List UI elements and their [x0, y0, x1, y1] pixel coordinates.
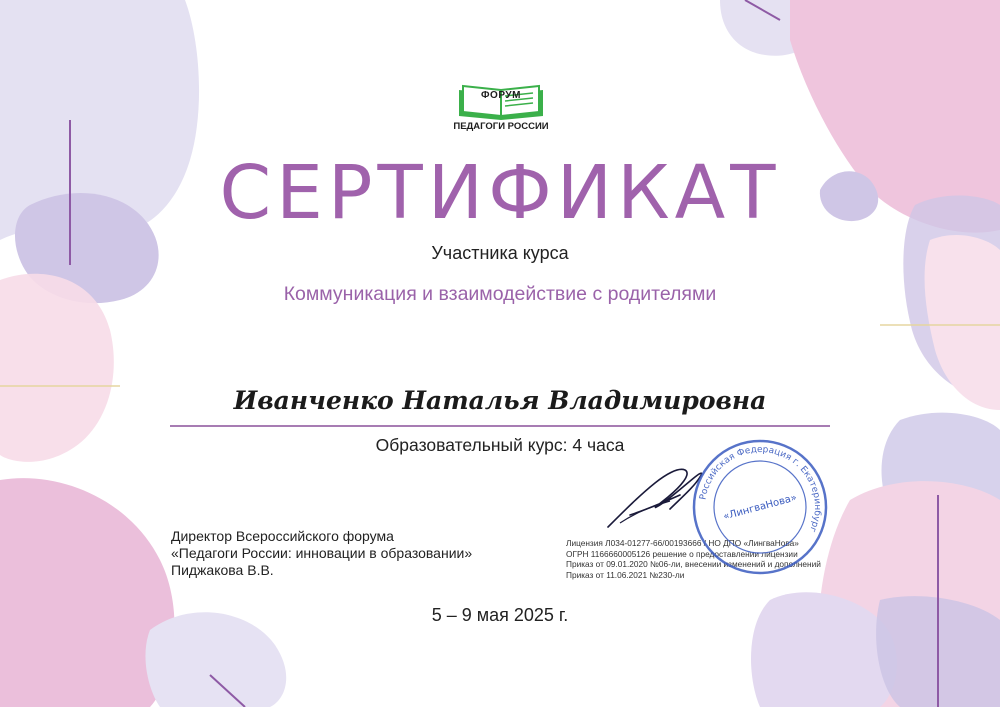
certificate-subtitle: Участника курса — [431, 243, 569, 263]
license-line-4: Приказ от 11.06.2021 №230-ли — [566, 569, 685, 580]
course-name: Коммуникация и взаимодействие с родителями — [283, 283, 717, 305]
stamp-center-text: «ЛингваНова» — [722, 492, 799, 523]
stamp-ring-text: Российская Федерация г. Екатеринбург — [698, 444, 823, 534]
right-light-pink-blob — [925, 235, 1000, 410]
director-name: Пиджакова В.В. — [171, 562, 274, 578]
director-block — [171, 528, 472, 579]
name-underline — [170, 425, 830, 427]
logo-bottom-text: ПЕДАГОГИ РОССИИ — [453, 121, 549, 132]
logo-top-text: ФОРУМ — [481, 90, 521, 101]
organization-stamp — [690, 437, 830, 577]
license-line-3: Приказ от 09.01.2020 №06-ли, внесении изменений и дополнений — [566, 559, 821, 569]
forum-logo — [445, 80, 557, 140]
recipient-name: Иванченко Наталья Владимировна — [233, 386, 767, 415]
license-line-1: Лицензия Л034-01277-66/00193666 / НО ДПО «ЛингваНова» — [566, 538, 799, 548]
director-title: Директор Всероссийского форума — [171, 528, 394, 544]
course-type: Образовательный курс: 4 часа — [375, 435, 625, 455]
certificate-title: СЕРТИФИКАТ — [219, 150, 781, 236]
license-line-2: ОГРН 1166660005126 решение о предоставлении лицензии — [566, 548, 798, 559]
director-forum-name: «Педагоги России: инновации в образовании» — [171, 545, 473, 561]
course-date: 5 – 9 мая 2025 г. — [431, 605, 569, 625]
bottom-left-lavender-blob — [145, 612, 286, 707]
open-book-icon — [445, 80, 557, 120]
